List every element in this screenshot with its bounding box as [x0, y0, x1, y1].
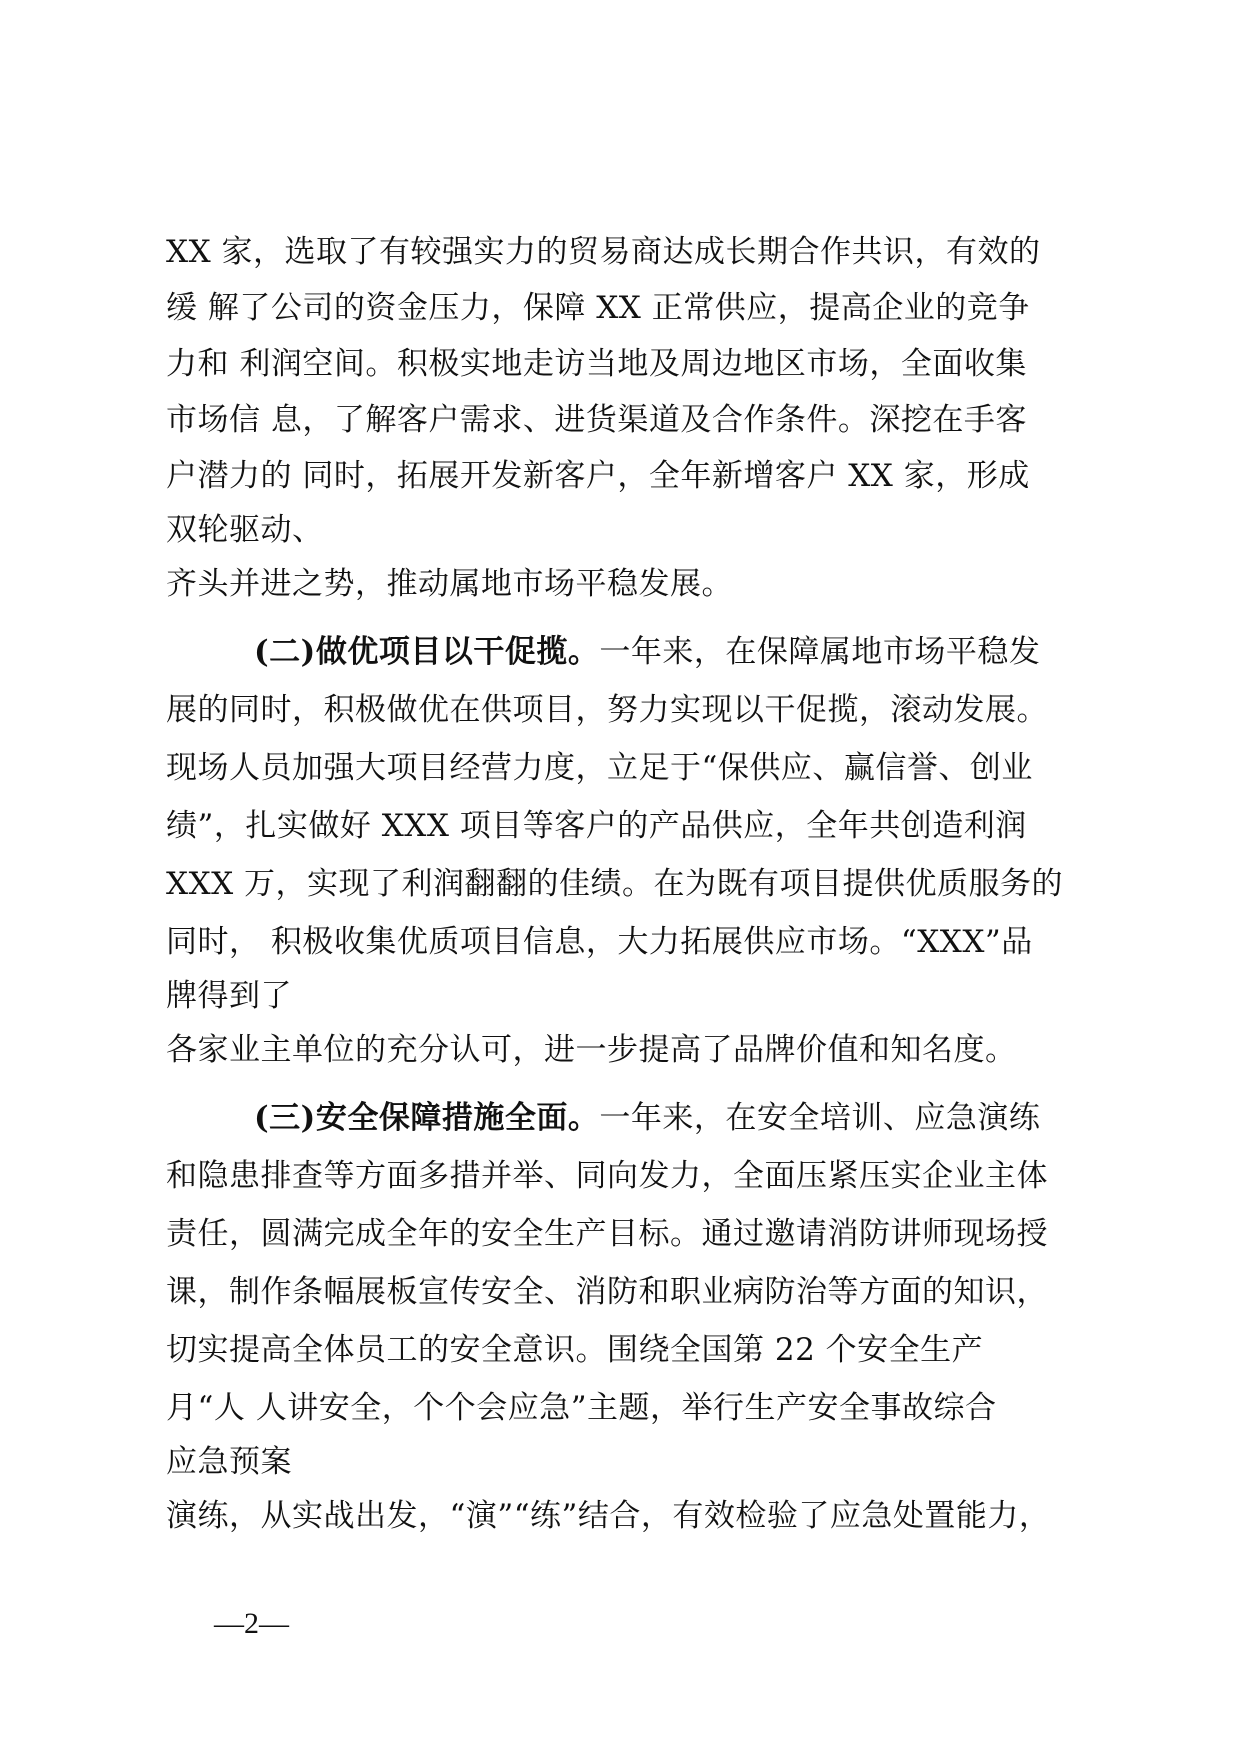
paragraph3-line-6: 月“人 人讲安全，个个会应急”主题，举行生产安全事故综合: [166, 1390, 997, 1426]
paragraph3-line-2: 和隐患排查等方面多措并举、同向发力，全面压紧压实企业主体: [166, 1158, 1048, 1194]
paragraph3-line-4: 课，制作条幅展板宣传安全、消防和职业病防治等方面的知识，: [166, 1274, 1048, 1310]
paragraph3-heading: (三)安全保障措施全面。: [254, 1100, 600, 1136]
paragraph3-first-line: [254, 1098, 1040, 1138]
paragraph1-line-5: 户潜力的 同时，拓展开发新客户，全年新增客户 XX 家，形成: [166, 458, 1030, 494]
paragraph3-line-8: 演练，从实战出发，“演”“练”结合，有效检验了应急处置能力，: [166, 1498, 1051, 1534]
page-number: —2—: [214, 1607, 289, 1640]
paragraph1-line-6: 双轮驱动、: [166, 512, 324, 548]
paragraph2-line-6: 同时， 积极收集优质项目信息，大力拓展供应市场。“XXX”品: [166, 924, 1033, 960]
paragraph2-heading: (二)做优项目以干促揽。: [254, 634, 600, 670]
paragraph3-line-3: 责任，圆满完成全年的安全生产目标。通过邀请消防讲师现场授: [166, 1216, 1048, 1252]
paragraph2-line-2: 展的同时，积极做优在供项目，努力实现以干促揽，滚动发展。: [166, 692, 1048, 728]
paragraph2-first-line-text: 一年来，在保障属地市场平稳发: [599, 634, 1041, 670]
paragraph2-line-7: 牌得到了: [166, 978, 292, 1014]
paragraph1-line-1: XX 家，选取了有较强实力的贸易商达成长期合作共识，有效的: [166, 234, 1041, 270]
paragraph3-line-7: 应急预案: [166, 1444, 292, 1480]
paragraph2-line-4: 绩”，扎实做好 XXX 项目等客户的产品供应，全年共创造利润: [166, 808, 1027, 844]
paragraph1-line-7: 齐头并进之势，推动属地市场平稳发展。: [166, 566, 733, 602]
paragraph1-line-3: 力和 利润空间。积极实地走访当地及周边地区市场，全面收集: [166, 346, 1027, 382]
paragraph1-line-4: 市场信 息，了解客户需求、进货渠道及合作条件。深挖在手客: [166, 402, 1027, 438]
paragraph3-first-line-text: 一年来，在安全培训、应急演练: [599, 1100, 1041, 1136]
paragraph1-line-2: 缓 解了公司的资金压力，保障 XX 正常供应，提高企业的竞争: [166, 290, 1030, 326]
paragraph3-line-5: 切实提高全体员工的安全意识。围绕全国第 22 个安全生产: [166, 1332, 984, 1368]
paragraph2-line-3: 现场人员加强大项目经营力度，立足于“保供应、赢信誉、创业: [166, 750, 1033, 786]
paragraph2-first-line: [254, 632, 1040, 672]
paragraph2-line-8: 各家业主单位的充分认可，进一步提高了品牌价值和知名度。: [166, 1032, 1017, 1068]
paragraph2-line-5: XXX 万，实现了利润翻翻的佳绩。在为既有项目提供优质服务的: [166, 866, 1064, 902]
